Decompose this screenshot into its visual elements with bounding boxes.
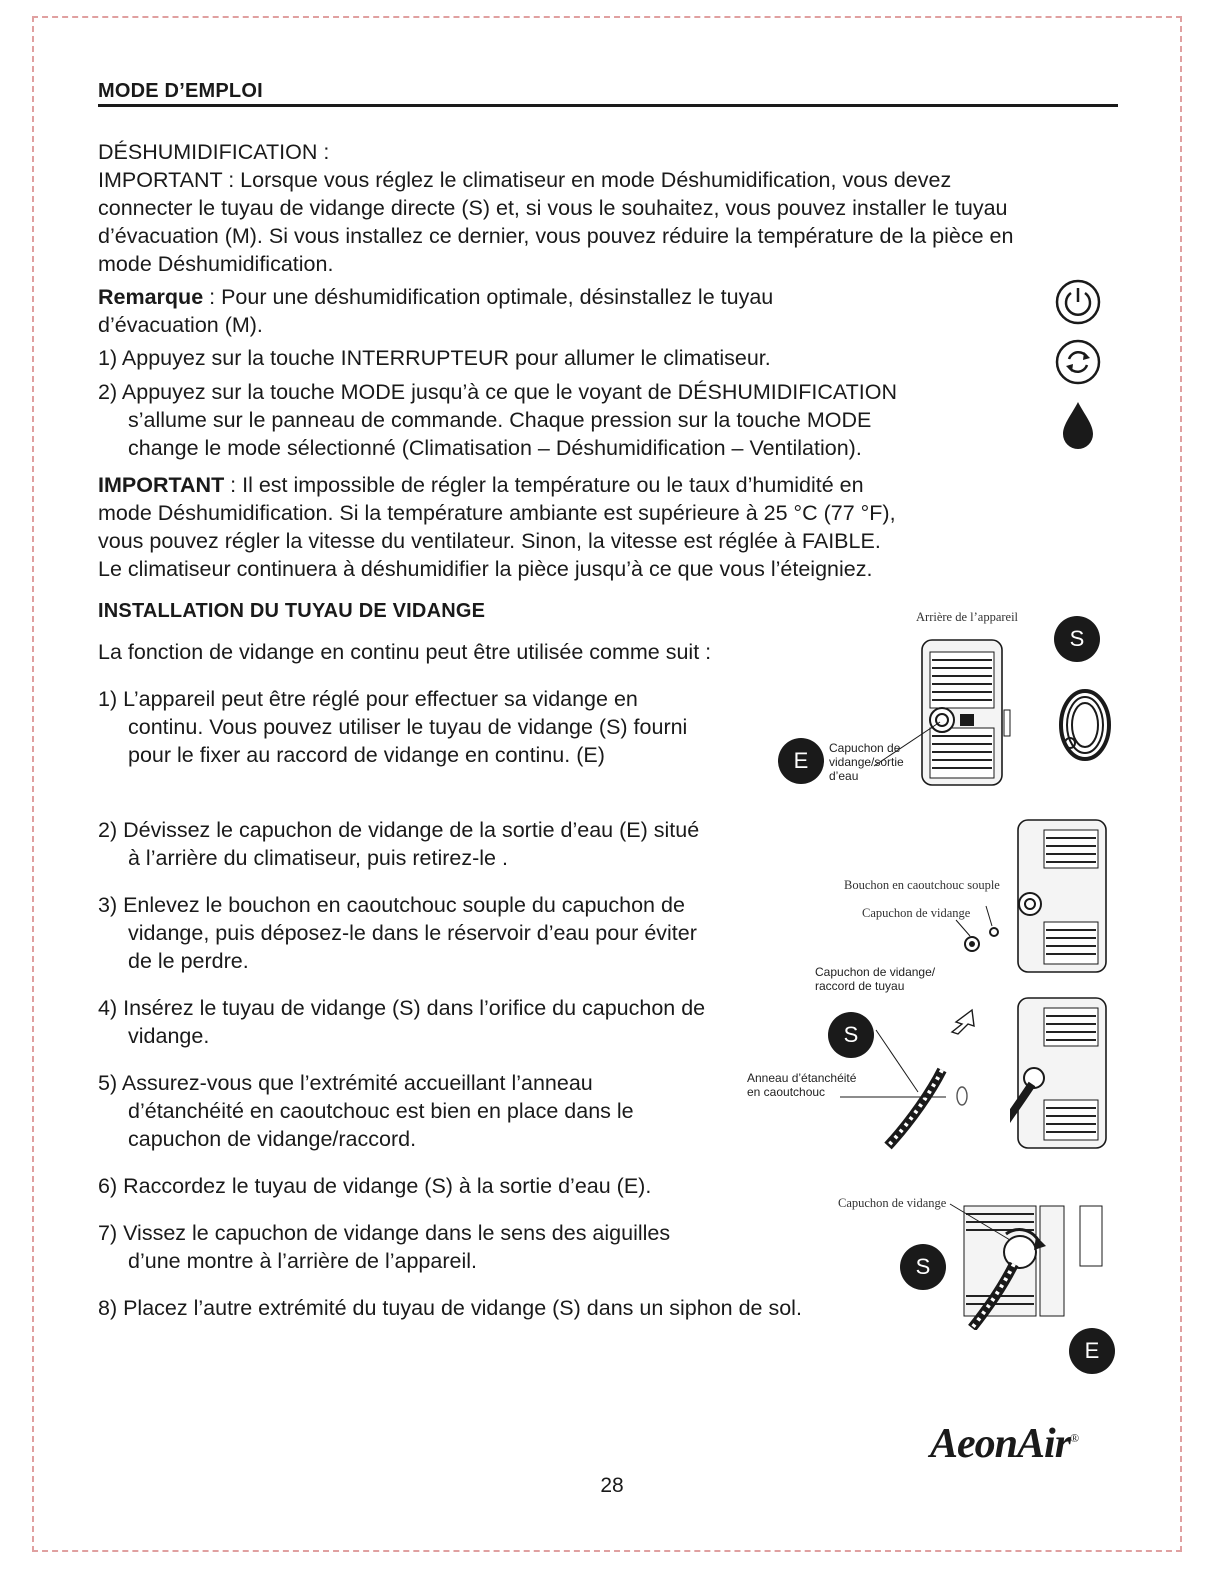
hose-s-badge-2: S — [828, 1012, 874, 1058]
drain-intro: La fonction de vidange en continu peut être utilisée comme suit : — [98, 640, 712, 664]
hose-s-badge-3: S — [900, 1244, 946, 1290]
dehumid-heading: DÉSHUMIDIFICATION : — [98, 140, 330, 164]
fig2-cap-label: Capuchon de vidange — [862, 906, 971, 920]
fig4-cap-label: Capuchon de vidange — [838, 1196, 947, 1210]
fig3-caption: Capuchon de vidange/ raccord de tuyau — [815, 965, 936, 993]
important-label: IMPORTANT — [98, 473, 225, 497]
drain-step-3: 3) Enlevez le bouchon en caoutchouc souple du capuchon de vidange, puis déposez-le dans le réservoir d’eau pour éviter de le perdre. — [98, 893, 697, 973]
drain-step-4: 4) Insérez le tuyau de vidange (S) dans l’orifice du capuchon de vidange. — [98, 996, 706, 1048]
drain-step-8: 8) Placez l’autre extrémité du tuyau de vidange (S) dans un siphon de sol. — [98, 1296, 802, 1320]
fig1-caption: Capuchon de vidange/sortie d’eau — [829, 741, 904, 783]
remark-paragraph: Remarque : Pour une déshumidification optimale, désinstallez le tuyau d’évacuation (M). — [98, 285, 774, 337]
page-number: 28 — [600, 1474, 624, 1497]
dehumid-step-2: 2) Appuyez sur la touche MODE jusqu’à ce que le voyant de DÉSHUMIDIFICATION s’allume sur le panneau de commande. Chaque pression sur la touche MODE change le mode sélectionné (Climatisation – Déshumidification – Ventilation). — [98, 380, 898, 460]
remark-label: Remarque — [98, 285, 204, 309]
drain-hose-coil-illustration — [1054, 685, 1116, 765]
power-icon — [1054, 278, 1102, 326]
header-rule — [98, 104, 1118, 107]
drain-step-6: 6) Raccordez le tuyau de vidange (S) à la sortie d’eau (E). — [98, 1174, 652, 1198]
outlet-e-badge: E — [778, 738, 824, 784]
drain-heading: INSTALLATION DU TUYAU DE VIDANGE — [98, 600, 486, 622]
drain-step-2: 2) Dévissez le capuchon de vidange de la sortie d’eau (E) situé à l’arrière du climatiseur, puis retirez-le . — [98, 818, 700, 870]
important-paragraph: IMPORTANT : Il est impossible de régler la température ou le taux d’humidité en mode Déshumidification. Si la température ambiante est supérieure à 25 °C (77 °F), vous pouvez régler la vitesse du ventilateur. Sinon, la vitesse est réglée à FAIBLE. Le climatiseur continuera à déshumidifier la pièce jusqu’à ce que vous l’éteigniez. — [98, 473, 896, 581]
hose-insertion-illustration — [872, 1000, 992, 1155]
fig1-title: Arrière de l’appareil — [916, 610, 1019, 624]
drain-step-7: 7) Vissez le capuchon de vidange dans le sens des aiguilles d’une montre à l’arrière de l’appareil. — [98, 1221, 671, 1273]
hose-s-badge: S — [1054, 616, 1100, 662]
cap-screw-illustration — [930, 1200, 1110, 1330]
section-title: MODE D’EMPLOI — [98, 80, 263, 102]
drain-cap-illustration — [950, 900, 1010, 960]
dehumid-important-intro: IMPORTANT : Lorsque vous réglez le climatiseur en mode Déshumidification, vous devez connecter le tuyau de vidange directe (S) et, si vous le souhaitez, vous pouvez installer le tuyau d’évacuation (M). Si vous installez ce dernier, vous pouvez réduire la température de la pièce en mode Déshumidification. — [98, 168, 1014, 276]
unit-hose-illustration — [1010, 992, 1114, 1152]
dehumid-step-1: 1) Appuyez sur la touche INTERRUPTEUR pour allumer le climatiseur. — [98, 346, 771, 370]
mode-icon — [1054, 338, 1102, 386]
drain-step-1: 1) L’appareil peut être réglé pour effectuer sa vidange en continu. Vous pouvez utiliser le tuyau de vidange (S) fourni pour le fixer au raccord de vidange en continu. (E) — [98, 687, 688, 767]
unit-side-illustration — [1010, 812, 1114, 977]
drain-step-5: 5) Assurez-vous que l’extrémité accueillant l’anneau d’étanchéité en caoutchouc est bien en place dans le capuchon de vidange/raccord. — [98, 1071, 634, 1151]
outlet-e-badge-2: E — [1069, 1328, 1115, 1374]
water-drop-icon — [1060, 400, 1096, 452]
brand-logo: AeonAir® — [930, 1421, 1079, 1467]
fig2-plug-label: Bouchon en caoutchouc souple — [844, 878, 1000, 892]
fig3-ring-label: Anneau d’étanchéité en caoutchouc — [747, 1071, 857, 1099]
fig3-ring-leader — [838, 1090, 948, 1104]
fig1-leader-line — [870, 720, 950, 770]
